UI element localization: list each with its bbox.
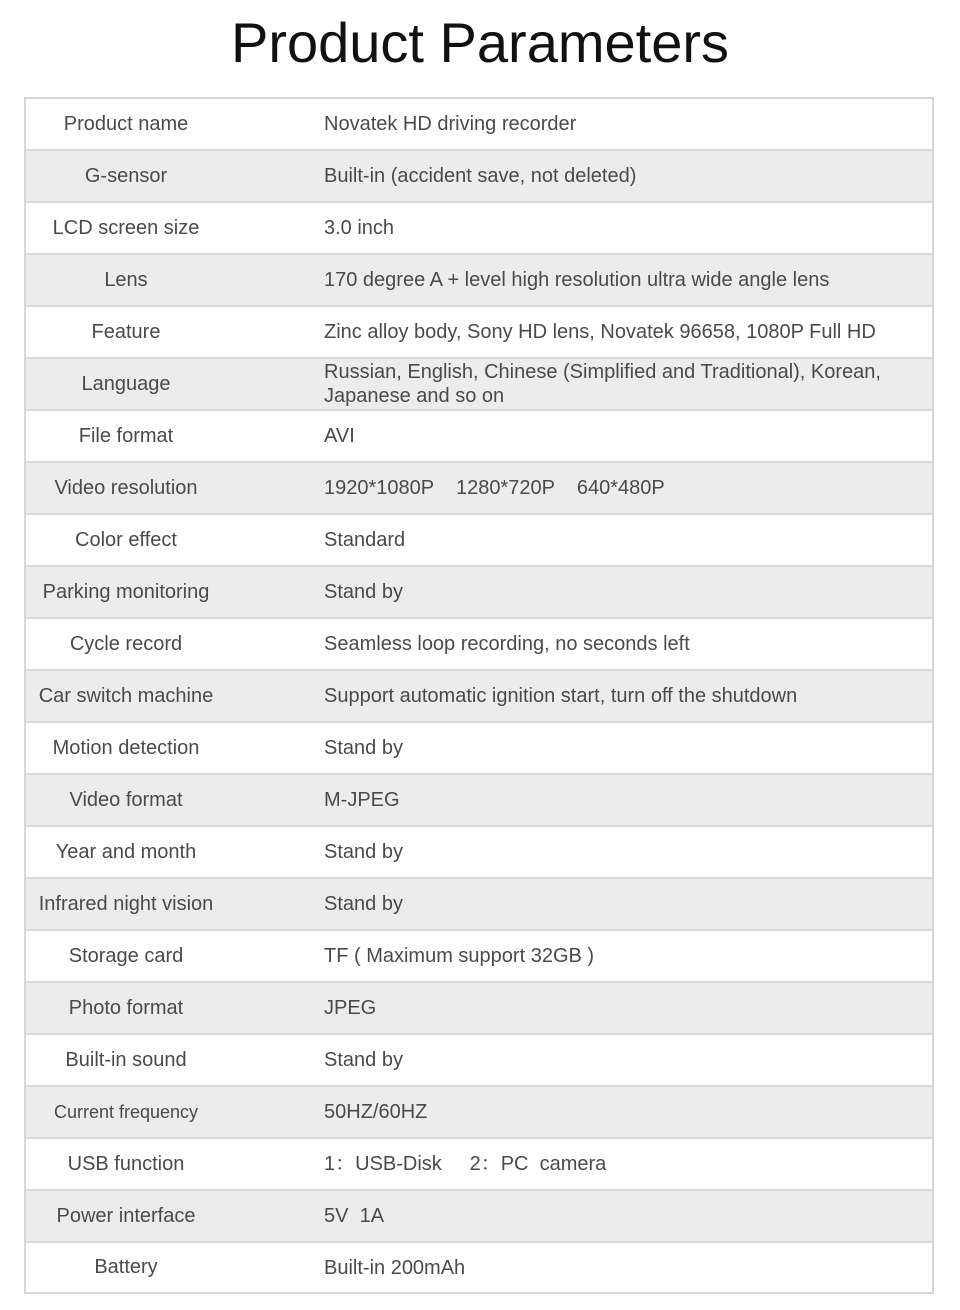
param-value: Support automatic ignition start, turn off the shutdown (324, 685, 798, 707)
table-row (26, 1243, 932, 1292)
table-row (26, 1191, 932, 1243)
param-value: Stand by (324, 841, 403, 863)
param-label: LCD screen size (52, 216, 200, 239)
param-label: Storage card (68, 944, 184, 967)
param-value: 1920*1080P 1280*720P 640*480P (324, 477, 665, 499)
param-value: Novatek HD driving recorder (324, 113, 577, 135)
table-row (26, 619, 932, 671)
param-label: Car switch machine (38, 684, 214, 707)
param-label: Infrared night vision (38, 892, 214, 915)
param-value: Standard (324, 529, 406, 551)
param-value: Built-in (accident save, not deleted) (324, 165, 637, 187)
param-value: TF ( Maximum support 32GB ) (324, 945, 595, 967)
table-row (26, 515, 932, 567)
table-row (26, 671, 932, 723)
table-row (26, 359, 932, 411)
table-row (26, 827, 932, 879)
param-value: Zinc alloy body, Sony HD lens, Novatek 96658, 1080P Full HD (324, 321, 876, 343)
param-value: 50HZ/60HZ (324, 1101, 428, 1123)
param-label: Color effect (75, 528, 177, 551)
param-value: M-JPEG (324, 789, 400, 811)
param-label: Video resolution (54, 476, 198, 499)
param-label: Video format (69, 788, 183, 811)
param-value: Stand by (324, 737, 403, 759)
param-label: Photo format (68, 996, 184, 1019)
table-row (26, 567, 932, 619)
param-value: 1：USB-Disk 2：PC camera (324, 1153, 607, 1175)
table-row (26, 99, 932, 151)
param-value: Built-in 200mAh (324, 1256, 466, 1279)
param-label: Lens (104, 268, 148, 291)
table-row (26, 411, 932, 463)
param-label: Current frequency (53, 1101, 199, 1122)
param-value: Stand by (324, 581, 403, 603)
table-row (26, 983, 932, 1035)
param-label: Language (81, 372, 171, 395)
param-label: Power interface (56, 1204, 196, 1227)
table-row (26, 203, 932, 255)
param-value: 3.0 inch (324, 217, 395, 239)
param-value: Seamless loop recording, no seconds left (324, 633, 690, 655)
table-row (26, 255, 932, 307)
table-row (26, 879, 932, 931)
table-row (26, 151, 932, 203)
param-value: 170 degree A + level high resolution ultra wide angle lens (324, 269, 830, 291)
param-label: Cycle record (69, 632, 183, 655)
param-value: JPEG (324, 997, 377, 1019)
param-label: USB function (67, 1152, 185, 1175)
param-label: Year and month (55, 840, 197, 863)
table-row (26, 1087, 932, 1139)
table-row (26, 307, 932, 359)
param-label: Built-in sound (65, 1048, 187, 1071)
param-label: Product name (63, 112, 189, 135)
param-label: G-sensor (84, 164, 168, 187)
param-value: 5V 1A (324, 1205, 385, 1227)
parameters-table (24, 97, 934, 1294)
param-value: Russian, English, Chinese (Simplified and Traditional), Korean, Japanese and so on (324, 361, 881, 407)
param-label: File format (78, 424, 174, 447)
param-label: Battery (94, 1256, 158, 1278)
table-row (26, 931, 932, 983)
table-row (26, 1139, 932, 1191)
table-row (26, 463, 932, 515)
table-row (26, 723, 932, 775)
param-label: Parking monitoring (42, 580, 210, 603)
param-value: Stand by (324, 893, 403, 915)
param-label: Motion detection (52, 736, 200, 759)
table-row (26, 775, 932, 827)
param-label: Feature (91, 320, 161, 343)
param-value: Stand by (324, 1049, 403, 1071)
table-row (26, 1035, 932, 1087)
page-title: Product Parameters (231, 11, 729, 74)
param-value: AVI (324, 425, 355, 447)
